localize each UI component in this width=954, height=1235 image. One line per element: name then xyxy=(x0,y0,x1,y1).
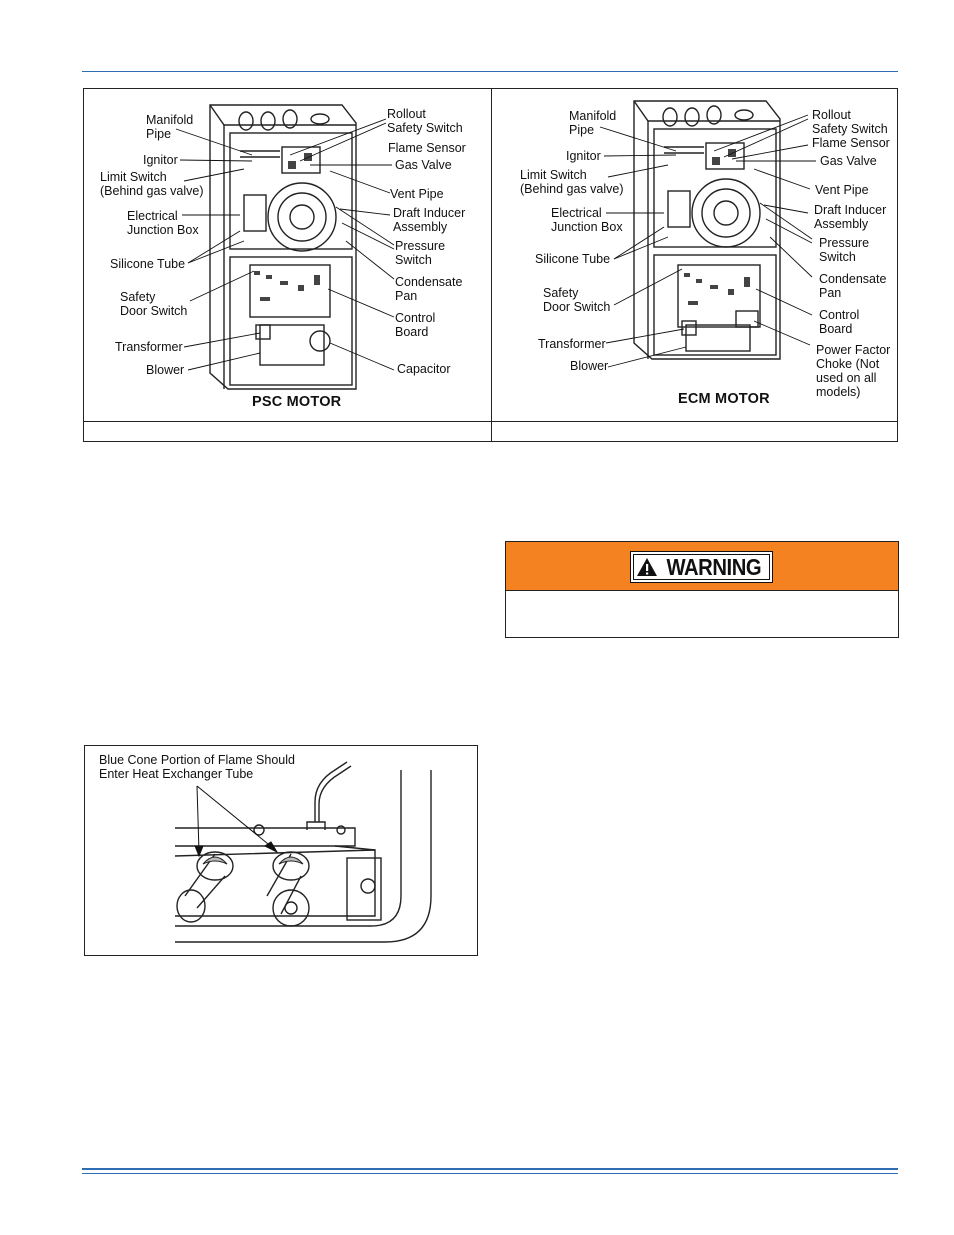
psc-label-capacitor: Capacitor xyxy=(397,362,451,376)
ecm-label-safety-door: Safety Door Switch xyxy=(543,286,611,314)
psc-label-safety-door: Safety Door Switch xyxy=(120,290,188,318)
ecm-label-rollout-flame: Rollout Safety Switch Flame Sensor xyxy=(812,108,890,150)
ecm-label-transformer: Transformer xyxy=(538,337,606,351)
ecm-label-control-board: Control Board xyxy=(819,308,860,336)
ecm-label-electrical-box: Electrical Junction Box xyxy=(551,206,623,234)
psc-label-gas-valve: Gas Valve xyxy=(395,158,452,172)
footer-rule xyxy=(82,1168,898,1170)
ecm-label-manifold-pipe: Manifold Pipe xyxy=(569,109,617,137)
flame-figure-label: Blue Cone Portion of Flame Should Enter Heat Exchanger Tube xyxy=(99,753,295,781)
psc-label-manifold-pipe: Manifold Pipe xyxy=(146,113,194,141)
psc-label-blower: Blower xyxy=(146,363,185,377)
furnace-figure-table xyxy=(83,88,898,442)
ecm-label-silicone-tube: Silicone Tube xyxy=(535,252,611,266)
psc-label-rollout: Rollout Safety Switch xyxy=(387,107,463,135)
ecm-label-gas-valve: Gas Valve xyxy=(820,154,877,168)
psc-label-draft-inducer: Draft Inducer Assembly xyxy=(393,206,466,234)
psc-label-vent-pipe: Vent Pipe xyxy=(390,187,444,201)
warning-header xyxy=(506,542,898,591)
psc-label-pressure-switch: Pressure Switch xyxy=(395,239,446,267)
ecm-label-blower: Blower xyxy=(570,359,609,373)
psc-label-control-board: Control Board xyxy=(395,311,436,339)
ecm-label-limit-switch: Limit Switch (Behind gas valve) xyxy=(520,168,624,196)
burner-flame-figure xyxy=(84,745,478,956)
warning-label: WARNING xyxy=(666,553,761,580)
ecm-label-pressure-switch: Pressure Switch xyxy=(819,236,870,264)
warning-badge xyxy=(630,551,773,583)
warning-triangle-icon xyxy=(636,557,658,577)
psc-label-limit-switch: Limit Switch (Behind gas valve) xyxy=(100,170,204,198)
warning-box xyxy=(505,541,899,638)
ecm-label-ignitor: Ignitor xyxy=(566,149,601,163)
ecm-label-draft-inducer: Draft Inducer Assembly xyxy=(814,203,887,231)
psc-label-electrical-box: Electrical Junction Box xyxy=(127,209,199,237)
psc-caption: PSC MOTOR xyxy=(252,394,342,410)
table-row-divider xyxy=(84,421,898,422)
ecm-label-vent-pipe: Vent Pipe xyxy=(815,183,869,197)
psc-label-condensate-pan: Condensate Pan xyxy=(395,275,463,303)
psc-label-ignitor: Ignitor xyxy=(143,153,178,167)
ecm-label-condensate-pan: Condensate Pan xyxy=(819,272,887,300)
psc-label-flame-sensor: Flame Sensor xyxy=(388,141,466,155)
header-rule xyxy=(82,71,898,72)
ecm-label-power-factor: Power Factor Choke (Not used on all models) xyxy=(816,343,891,399)
psc-label-silicone-tube: Silicone Tube xyxy=(110,257,186,271)
footer-rule-thin xyxy=(82,1173,898,1174)
psc-label-transformer: Transformer xyxy=(115,340,183,354)
ecm-caption: ECM MOTOR xyxy=(678,391,770,407)
burner-flame-diagram xyxy=(85,746,477,955)
